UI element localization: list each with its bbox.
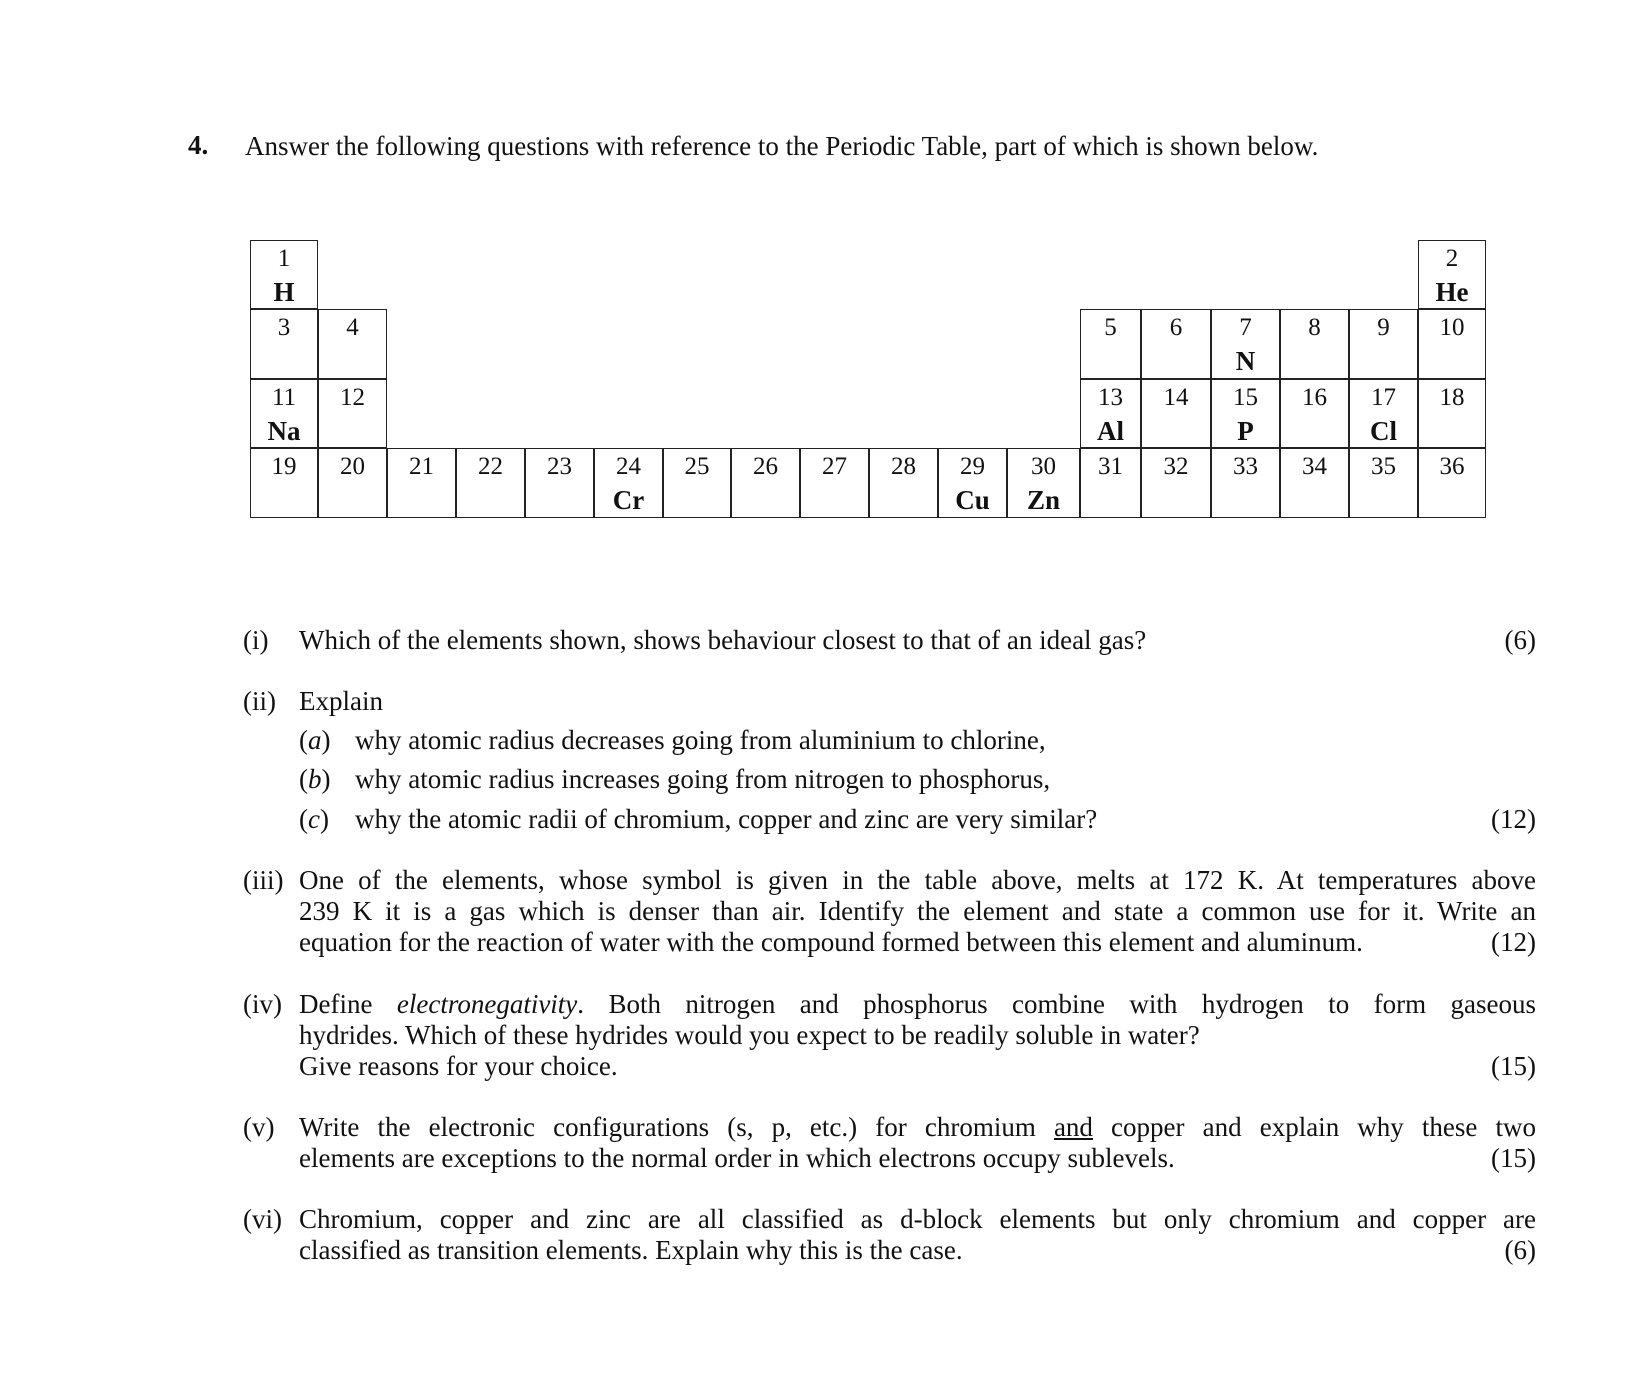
element-symbol: Al [1097, 416, 1124, 446]
periodic-table [250, 240, 1486, 520]
sub-label: b [308, 764, 322, 794]
part-ii-b-text: why atomic radius increases going from nitrogen to phosphorus, [355, 764, 1051, 794]
atomic-number: 30 [1031, 453, 1056, 480]
sub-label: a [308, 725, 322, 755]
part-v-label: (v) [243, 1112, 275, 1142]
element-cell [1418, 379, 1486, 448]
atomic-number: 35 [1371, 453, 1396, 480]
atomic-number: 15 [1233, 384, 1258, 411]
part-v-line1 [299, 1112, 1536, 1143]
element-cell [1211, 448, 1280, 518]
part-i-label: (i) [243, 625, 269, 655]
part-v-line1-a: Write the electronic configurations (s, p, etc.) for chromium [299, 1112, 1054, 1142]
part-iv-define: Define [299, 989, 397, 1019]
element-cell [387, 448, 456, 518]
atomic-number: 16 [1302, 384, 1327, 411]
underlined-and: and [1053, 1112, 1093, 1142]
part-ii-b: (b) [299, 764, 331, 794]
element-cell [1349, 448, 1418, 518]
element-cell [318, 309, 387, 379]
part-iii-line3: equation for the reaction of water with the compound formed between this element and aluminum. [299, 927, 1363, 957]
element-cell [1080, 309, 1141, 379]
part-v-line2: elements are exceptions to the normal order in which electrons occupy sublevels. [299, 1143, 1175, 1173]
part-ii-c-text: why the atomic radii of chromium, copper and zinc are very similar? [355, 804, 1098, 834]
question-number: 4. [188, 130, 209, 160]
element-cell [525, 448, 594, 518]
element-cell [1280, 309, 1349, 379]
atomic-number: 26 [753, 453, 778, 480]
element-cell [594, 448, 663, 518]
sub-label: c [308, 804, 320, 834]
element-symbol: Zn [1026, 485, 1061, 515]
element-symbol: N [1235, 346, 1256, 376]
element-symbol: He [1435, 277, 1469, 307]
atomic-number: 21 [409, 453, 434, 480]
atomic-number: 9 [1377, 314, 1390, 341]
part-i-marks: (6) [1504, 625, 1536, 655]
part-vi-label: (vi) [243, 1204, 282, 1234]
element-cell [800, 448, 869, 518]
part-ii-marks: (12) [1491, 804, 1536, 834]
element-cell [731, 448, 800, 518]
atomic-number: 36 [1439, 453, 1465, 480]
element-symbol: Cu [955, 485, 990, 515]
element-cell [1280, 448, 1349, 518]
atomic-number: 8 [1308, 314, 1321, 341]
element-cell [1007, 448, 1080, 518]
element-cell [1141, 309, 1211, 379]
element-cell [1211, 379, 1280, 448]
part-vi-line1: Chromium, copper and zinc are all classified as d-block elements but only chromium and copper are [299, 1204, 1536, 1234]
atomic-number: 25 [684, 453, 710, 480]
atomic-number: 14 [1163, 384, 1189, 411]
atomic-number: 2 [1445, 245, 1459, 272]
part-ii-text: Explain [299, 686, 383, 716]
element-cell [1211, 309, 1280, 379]
atomic-number: 18 [1439, 384, 1465, 411]
element-cell [1418, 448, 1486, 518]
part-iv-line3: Give reasons for your choice. [299, 1051, 618, 1081]
atomic-number: 31 [1098, 453, 1123, 480]
atomic-number: 33 [1233, 453, 1258, 480]
atomic-number: 23 [547, 453, 572, 480]
element-cell [1080, 379, 1141, 448]
atomic-number: 1 [277, 245, 291, 272]
atomic-number: 24 [616, 453, 641, 480]
part-iii-line1: One of the elements, whose symbol is given in the table above, melts at 172 K. At temperatures above [299, 865, 1536, 895]
atomic-number: 19 [271, 453, 297, 480]
part-v-marks: (15) [1491, 1143, 1536, 1173]
atomic-number: 6 [1169, 314, 1183, 341]
atomic-number: 5 [1104, 314, 1117, 341]
element-symbol: Cr [612, 485, 645, 515]
atomic-number: 32 [1163, 453, 1189, 480]
part-iii-marks: (12) [1491, 927, 1536, 957]
atomic-number: 11 [271, 384, 297, 411]
part-iii-line2: 239 K it is a gas which is denser than air. Identify the element and state a common use for it. Write an [299, 896, 1536, 926]
part-ii-a: (a) [299, 725, 331, 755]
element-symbol: Na [267, 416, 301, 446]
element-cell [250, 309, 318, 379]
atomic-number: 4 [346, 314, 359, 341]
element-cell [250, 240, 318, 309]
part-ii-a-text: why atomic radius decreases going from aluminium to chlorine, [355, 725, 1046, 755]
part-iv-line1 [299, 989, 1536, 1020]
element-cell [1280, 379, 1349, 448]
element-cell [318, 448, 387, 518]
element-cell [1349, 379, 1418, 448]
part-vi-line2: classified as transition elements. Explain why this is the case. [299, 1235, 963, 1265]
part-i-text: Which of the elements shown, shows behaviour closest to that of an ideal gas? [299, 625, 1147, 655]
element-cell [1141, 379, 1211, 448]
part-iii-label: (iii) [243, 865, 284, 895]
element-cell [250, 379, 318, 448]
part-ii-c: (c) [299, 804, 329, 834]
part-iv-line2: hydrides. Which of these hydrides would you expect to be readily soluble in water? [299, 1020, 1200, 1050]
atomic-number: 22 [478, 453, 503, 480]
atomic-number: 20 [340, 453, 365, 480]
atomic-number: 3 [277, 314, 291, 341]
part-iv-line1-rest: . Both nitrogen and phosphorus combine with hydrogen to form gaseous [577, 989, 1536, 1019]
atomic-number: 17 [1371, 384, 1396, 411]
atomic-number: 12 [340, 384, 365, 411]
atomic-number: 27 [822, 453, 847, 480]
question-intro: Answer the following questions with reference to the Periodic Table, part of which is shown below. [245, 131, 1319, 161]
element-cell [1080, 448, 1141, 518]
element-cell [869, 448, 938, 518]
part-iv-marks: (15) [1491, 1051, 1536, 1081]
atomic-number: 7 [1239, 314, 1252, 341]
atomic-number: 28 [891, 453, 916, 480]
element-cell [1418, 240, 1486, 309]
element-cell [1349, 309, 1418, 379]
atomic-number: 34 [1302, 453, 1327, 480]
element-cell [318, 379, 387, 448]
part-v-line1-b: copper and explain why these two [1092, 1112, 1537, 1142]
part-iv-label: (iv) [243, 989, 282, 1019]
atomic-number: 13 [1098, 384, 1123, 411]
atomic-number: 10 [1439, 314, 1465, 341]
term-electronegativity: electronegativity [396, 989, 578, 1019]
element-cell [663, 448, 731, 518]
element-symbol: H [273, 277, 295, 307]
atomic-number: 29 [960, 453, 985, 480]
element-symbol: P [1237, 416, 1254, 446]
element-cell [456, 448, 525, 518]
element-cell [1418, 309, 1486, 379]
element-cell [1141, 448, 1211, 518]
element-symbol: Cl [1370, 416, 1397, 446]
part-ii-label: (ii) [243, 686, 276, 716]
element-cell [938, 448, 1007, 518]
part-vi-marks: (6) [1504, 1235, 1536, 1265]
element-cell [250, 448, 318, 518]
